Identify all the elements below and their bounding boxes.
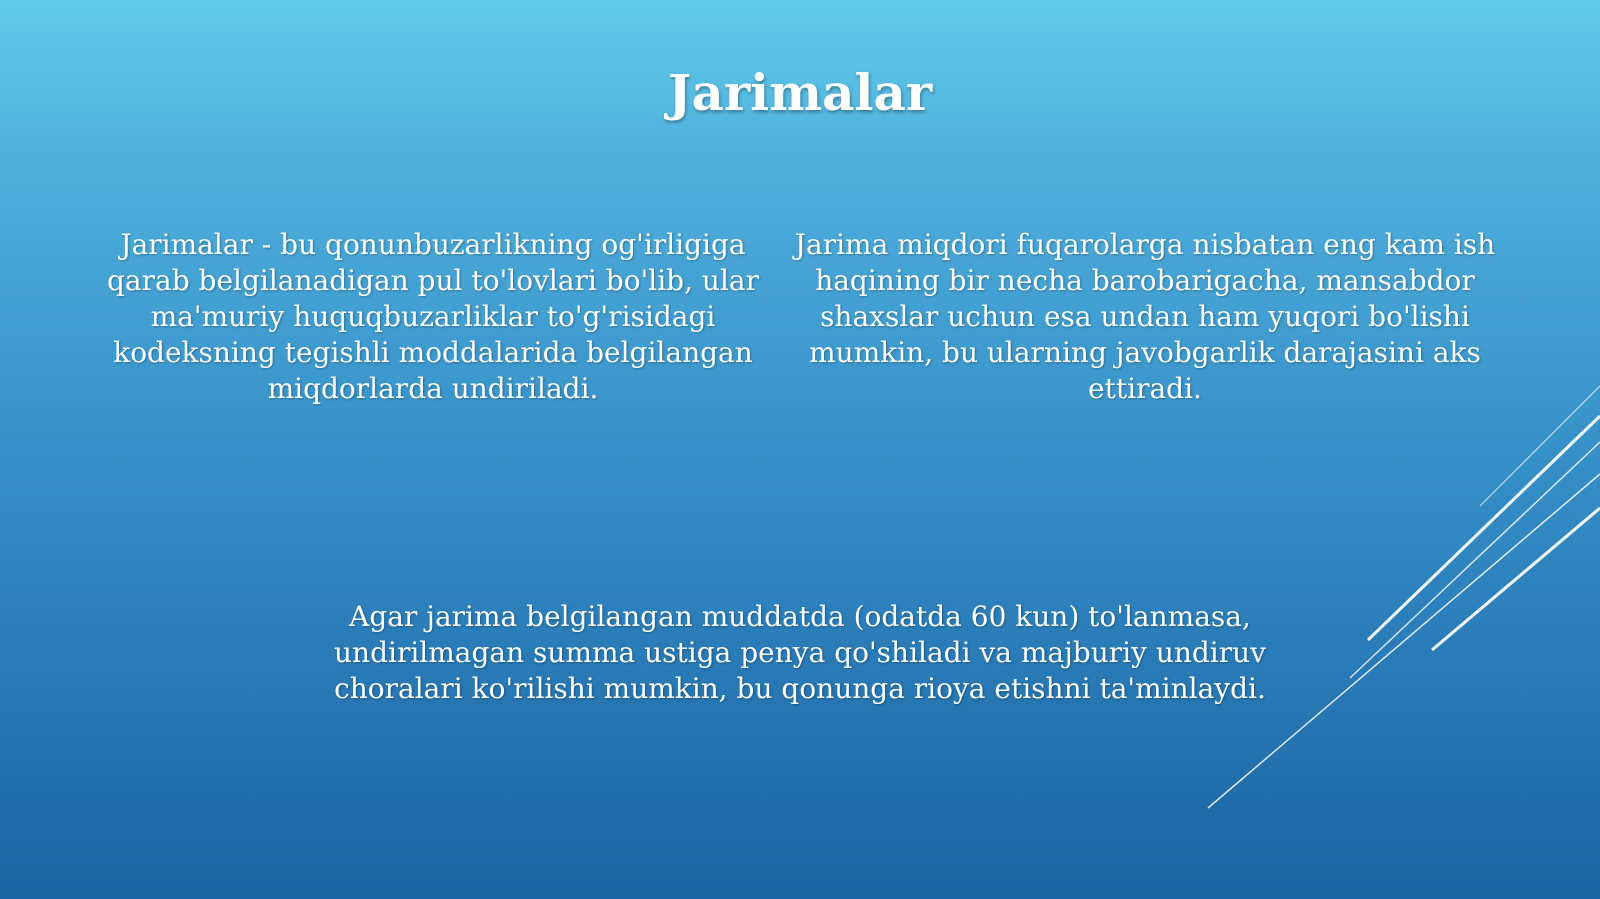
- decor-line-long: [1208, 474, 1600, 808]
- paragraph-unpaid-fine: Agar jarima belgilangan muddatda (odatda 60 kun) to'lanmasa, undirilmagan summa ustiga penya qo'shiladi va majburiy undiruv choralari ko'rilishi mumkin, bu qonunga rioya etishni ta'minlaydi.: [334, 600, 1266, 705]
- decor-line-upper: [1480, 386, 1600, 506]
- paragraph-fine-amount: Jarima miqdori fuqarolarga nisbatan eng kam ish haqining bir necha barobarigacha, mansabdor shaxslar uchun esa undan ham yuqori bo'lishi mumkin, bu ularning javobgarlik darajasini aks ettiradi.: [794, 228, 1496, 405]
- decor-line-short-thick: [1432, 508, 1600, 650]
- slide-title: Jarimalar: [667, 63, 933, 122]
- paragraph-fines-definition: Jarimalar - bu qonunbuzarlikning og'irligiga qarab belgilanadigan pul to'lovlari bo'lib, ular ma'muriy huquqbuzarliklar to'g'risidagi kodeksning tegishli moddalarida belgilangan miqdorlarda undiriladi.: [107, 228, 759, 405]
- decor-line-thin: [1350, 442, 1600, 678]
